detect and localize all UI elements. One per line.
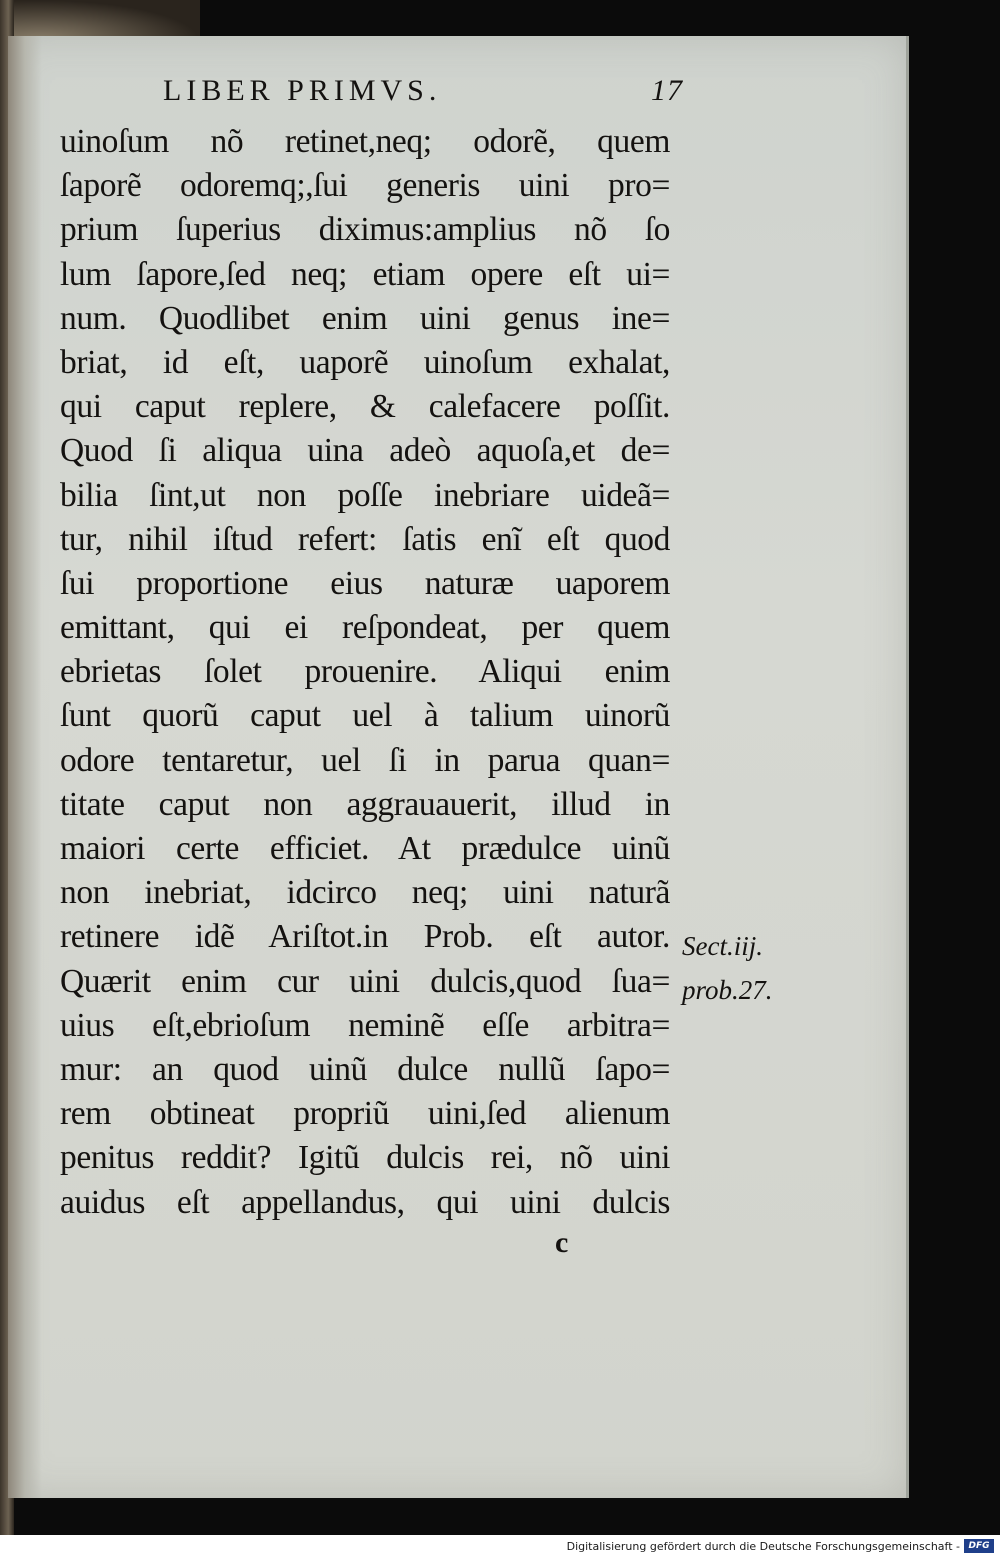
text-line: emittant, qui ei reſpondeat, per quem [60, 609, 670, 647]
text-line: ſaporẽ odoremq;,ſui generis uini pro= [60, 167, 670, 205]
signature-mark: c [555, 1226, 569, 1259]
dfg-logo[interactable]: DFG [964, 1539, 994, 1553]
top-shadow [0, 0, 200, 40]
text-line: auidus eſt appellandus, qui uini dulcis [60, 1183, 670, 1221]
page-number: 17 [651, 74, 683, 107]
marginal-note-line: prob.27. [682, 975, 773, 1005]
book-page [8, 36, 909, 1498]
text-line: briat, id eſt, uaporẽ uinoſum exhalat, [60, 343, 670, 381]
text-line: num. Quodlibet enim uini genus ine= [60, 299, 670, 337]
text-line: titate caput non aggrauauerit, illud in [60, 785, 670, 823]
text-line: Quod ſi aliqua uina adeò aquoſa,et de= [60, 432, 670, 470]
text-line: tur, nihil iſtud refert: ſatis enĩ eſt quod [60, 520, 670, 558]
text-line: prium ſuperius diximus:amplius nõ ſo [60, 211, 670, 249]
text-line: retinere idẽ Ariſtot.in Prob. eſt autor. [60, 918, 670, 956]
text-line: maiori certe efficiet. At prædulce uinũ [60, 830, 670, 867]
page-gutter [8, 36, 42, 1498]
text-line: penitus reddit? Igitũ dulcis rei, nõ uini [60, 1139, 670, 1177]
text-line: non inebriat, idcirco neq; uini naturã [60, 874, 670, 912]
running-title: LIBER PRIMVS. [163, 74, 442, 107]
marginal-note [682, 924, 812, 1012]
text-line: bilia ſint,ut non poſſe inebriare uideã= [60, 476, 670, 514]
running-header [163, 74, 683, 114]
marginal-note-line: Sect.iij. [682, 931, 763, 961]
text-line: Quærit enim cur uini dulcis,quod ſua= [60, 962, 670, 1000]
text-line: uius eſt,ebrioſum neminẽ eſſe arbitra= [60, 1006, 670, 1044]
text-line: mur: an quod uinũ dulce nullũ ſapo= [60, 1050, 670, 1088]
text-line: qui caput replere, & calefacere poſſit. [60, 388, 670, 426]
text-line: odore tentaretur, uel ſi in parua quan= [60, 741, 670, 779]
text-line: ſui proportione eius naturæ uaporem [60, 564, 670, 602]
text-line: uinoſum nõ retinet,neq; odorẽ, quem [60, 123, 670, 160]
footer-bar [0, 1535, 1000, 1556]
text-line: ebrietas ſolet prouenire. Aliqui enim [60, 653, 670, 691]
text-line: rem obtineat propriũ uini,ſed alienum [60, 1095, 670, 1133]
text-line: ſunt quorũ caput uel à talium uinorũ [60, 697, 670, 735]
body-text [60, 120, 670, 1225]
footer-credit: Digitalisierung gefördert durch die Deutsche Forschungsgemeinschaft - [566, 1540, 960, 1553]
text-line: lum ſapore,ſed neq; etiam opere eſt ui= [60, 255, 670, 293]
